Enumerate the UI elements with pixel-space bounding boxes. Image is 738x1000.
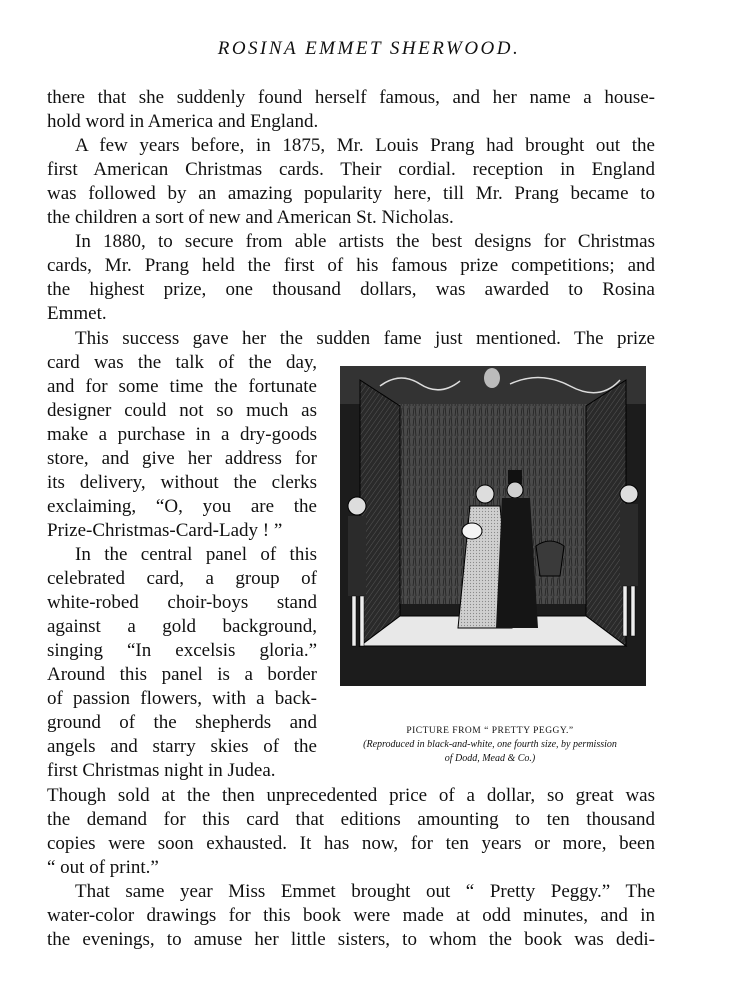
text-line: first Christmas night in Judea.: [47, 760, 276, 781]
text-line: white-robed choir-boys stand: [47, 592, 317, 613]
text-line: the highest prize, one thousand dollars, was awarded to Rosina: [47, 279, 655, 300]
text-line: Though sold at the then unprecedented price of a dollar, so great was: [47, 785, 655, 806]
text-line: its delivery, without the clerks: [47, 472, 317, 493]
text-line: Emmet.: [47, 303, 107, 324]
text-line: That same year Miss Emmet brought out “ Pretty Peggy.” The: [75, 881, 655, 902]
text-line: against a gold background,: [47, 616, 317, 637]
text-line: singing “In excelsis gloria.”: [47, 640, 317, 661]
text-line: Prize-Christmas-Card-Lady ! ”: [47, 520, 283, 541]
caption-title: PICTURE FROM “ PRETTY PEGGY.”: [406, 726, 574, 736]
text-line: Around this panel is a border: [47, 664, 317, 685]
text-line: first American Christmas cards. Their cordial. reception in England: [47, 159, 655, 180]
text-line: there that she suddenly found herself famous, and her name a house-: [47, 87, 655, 108]
text-line: celebrated card, a group of: [47, 568, 317, 589]
text-line: copies were soon exhausted. It has now, for ten years or more, been: [47, 833, 655, 854]
running-header: ROSINA EMMET SHERWOOD.: [217, 38, 521, 59]
caption-credit-line: of Dodd, Mead & Co.): [444, 753, 536, 764]
pretty-peggy-illustration: [340, 366, 646, 686]
text-line: make a purchase in a dry-goods: [47, 424, 317, 445]
text-line: In the central panel of this: [75, 544, 317, 565]
text-line: the demand for this card that editions amounting to ten thousand: [47, 809, 655, 830]
text-line: store, and give her address for: [47, 448, 317, 469]
text-line: hold word in America and England.: [47, 111, 319, 132]
text-line: “ out of print.”: [47, 857, 159, 878]
text-line: ground of the shepherds and: [47, 712, 317, 733]
text-line: water-color drawings for this book were made at odd minutes, and in: [47, 905, 655, 926]
text-line: was followed by an amazing popularity here, till Mr. Prang became to: [47, 183, 655, 204]
text-line: exclaiming, “O, you are the: [47, 496, 317, 517]
caption-credit-line: (Reproduced in black-and-white, one fourth size, by permission: [363, 739, 617, 750]
text-line: cards, Mr. Prang held the first of his famous prize competitions; and: [47, 255, 655, 276]
text-line: A few years before, in 1875, Mr. Louis Prang had brought out the: [75, 135, 655, 156]
text-line: and for some time the fortunate: [47, 376, 317, 397]
text-line: designer could not so much as: [47, 400, 317, 421]
figure-caption: [322, 724, 658, 766]
text-line: of passion flowers, with a back-: [47, 688, 317, 709]
text-line: In 1880, to secure from able artists the best designs for Christmas: [75, 231, 655, 252]
text-line: the children a sort of new and American St. Nicholas.: [47, 207, 454, 228]
text-line: angels and starry skies of the: [47, 736, 317, 757]
text-line: card was the talk of the day,: [47, 352, 317, 373]
text-line: This success gave her the sudden fame just mentioned. The prize: [75, 328, 655, 349]
text-line: the evenings, to amuse her little sisters, to whom the book was dedi-: [47, 929, 655, 950]
